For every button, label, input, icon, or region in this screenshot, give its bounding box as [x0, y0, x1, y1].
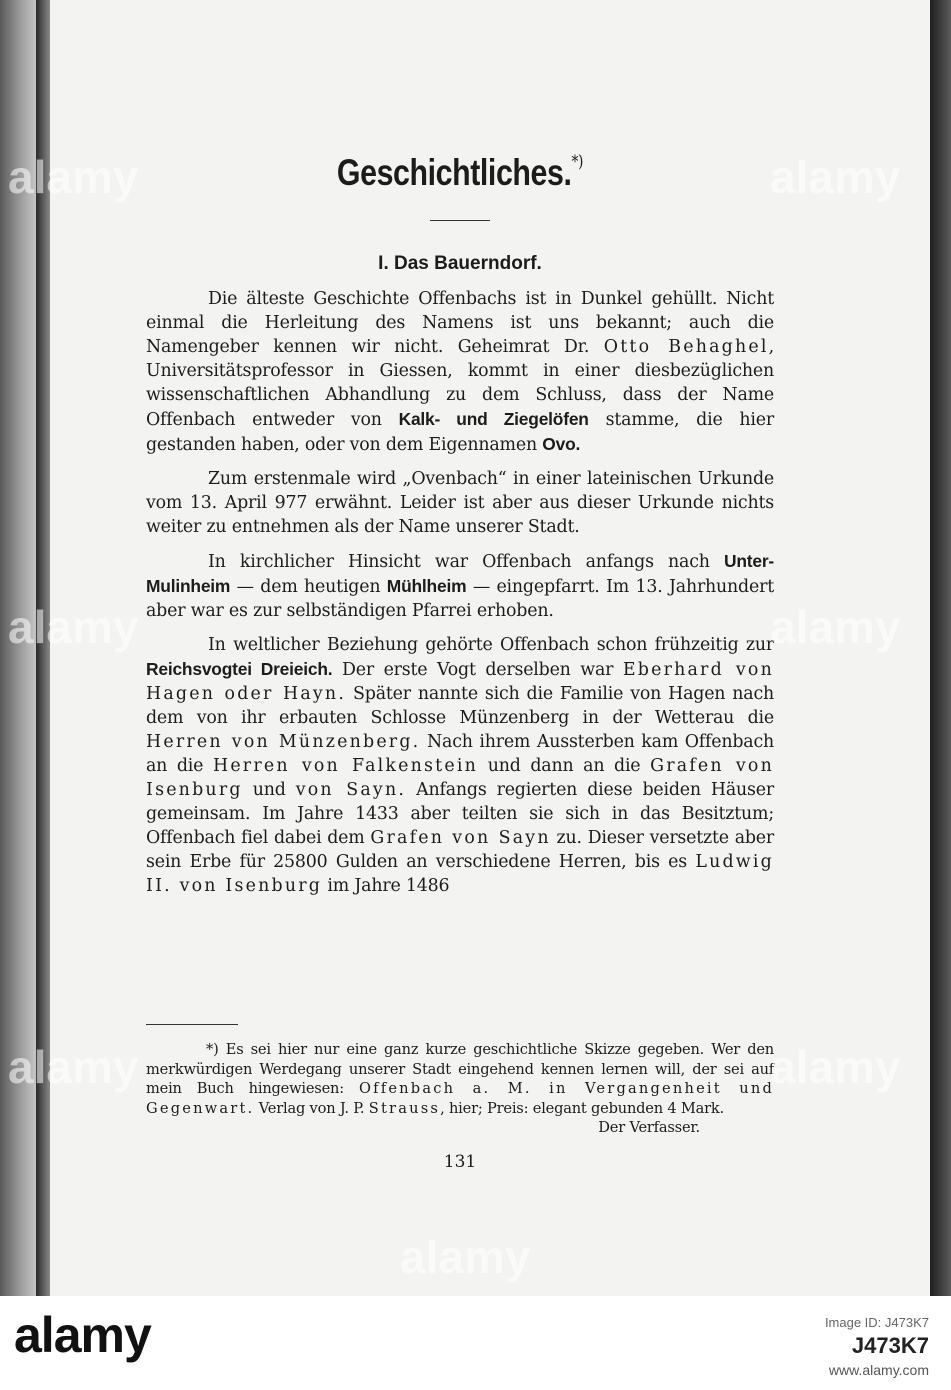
paragraph-2: Zum erstenmale wird „Ovenbach“ in einer lateinischen Urkunde vom 13. April 977 erwähnt. Leider ist aber aus dieser Urkunde nichts weiter zu entnehmen als der Name unserer Stadt.	[146, 469, 774, 537]
footnote-divider	[146, 1024, 238, 1025]
footnote: *) Es sei hier nur eine ganz kurze geschichtliche Skizze gegeben. Wer den merkwürdigen Werdegang unserer Stadt eingehend kennen lernen will, der sei auf mein Buch hingewiesen: Offenbach a. M. in Vergangenheit und Gegenwart. Verlag von J. P. Strauss, hier; Preis: elegant gebunden 4 Mark. Der Verfasser.	[146, 1041, 774, 1137]
stock-site-url: www.alamy.com	[828, 1362, 929, 1378]
section-heading: I. Das Bauerndorf.	[378, 253, 542, 274]
watermark: alamy	[400, 1231, 531, 1283]
watermark: alamy	[770, 151, 901, 203]
title-footnote-marker: *)	[571, 152, 584, 172]
title-divider	[430, 220, 490, 221]
watermark: alamy	[770, 601, 901, 653]
page-title: Geschichtliches.*)	[336, 152, 584, 193]
stock-brand-logo: alamy	[14, 1307, 151, 1363]
watermark: alamy	[8, 1041, 139, 1093]
page-number: 131	[443, 1152, 477, 1172]
image-id-label: Image ID: J473K7	[824, 1315, 929, 1330]
paragraph-3: In kirchlicher Hinsicht war Offenbach anfangs nach Unter-Mulinheim — dem heutigen Mühlheim — eingepfarrt. Im 13. Jahrhundert aber war es zur selbständigen Pfarrei erhoben.	[146, 551, 774, 621]
watermark: alamy	[770, 1041, 901, 1093]
paragraph-1: Die älteste Geschichte Offenbachs ist in Dunkel gehüllt. Nicht einmal die Herleitung des Namens ist uns bekannt; auch die Namengeber kennen wir nicht. Geheimrat Dr. Otto Behaghel, Universitätsprofessor in Giessen, kommt in einer diesbezüglichen wissenschaftlichen Abhandlung zu dem Schluss, dass der Name Offenbach entweder von Kalk- und Ziegelöfen stamme, die hier gestanden haben, oder von dem Eigennamen Ovo.	[146, 289, 774, 455]
image-id: J473K7	[851, 1333, 929, 1358]
watermark: alamy	[8, 601, 139, 653]
right-page-edge	[930, 0, 951, 1296]
footnote-signature: Der Verfasser.	[598, 1119, 700, 1137]
watermark: alamy	[8, 151, 139, 203]
paragraph-4: In weltlicher Beziehung gehörte Offenbach schon frühzeitig zur Reichsvogtei Dreieich. Der erste Vogt derselben war Eberhard von Hagen oder Hayn. Später nannte sich die Familie von Hagen nach dem von ihr erbauten Schlosse Münzenberg in der Wetterau die Herren von Münzenberg. Nach ihrem Aussterben kam Offenbach an die Herren von Falkenstein und dann an die Grafen von Isenburg und von Sayn. Anfangs regierten diese beiden Häuser gemeinsam. Im Jahre 1433 aber teilten sie sich in das Besitztum; Offenbach fiel dabei dem Grafen von Sayn zu. Dieser versetzte aber sein Erbe für 25800 Gulden an verschiedene Herren, bis es Ludwig II. von Isenburg im Jahre 1486	[146, 635, 775, 896]
page-text	[146, 135, 774, 908]
